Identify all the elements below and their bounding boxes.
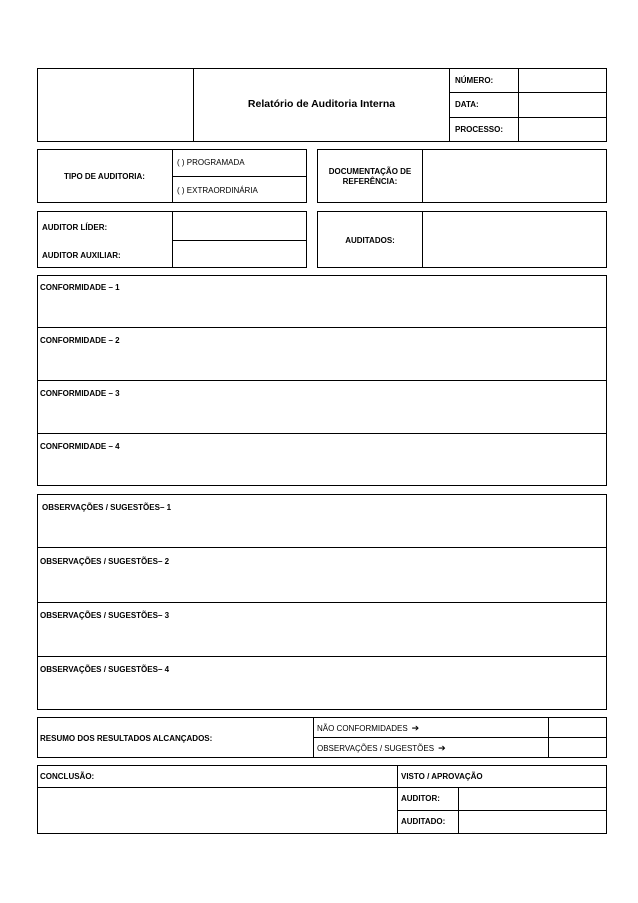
conformidade-line-3 bbox=[37, 433, 607, 434]
conclusao-divider bbox=[397, 765, 398, 834]
observacao-3-label: OBSERVAÇÕES / SUGESTÕES– 3 bbox=[40, 611, 170, 620]
observacao-2-label: OBSERVAÇÕES / SUGESTÕES– 2 bbox=[40, 557, 170, 566]
conclusao-label: CONCLUSÃO: bbox=[40, 772, 95, 781]
observacao-2-field[interactable] bbox=[38, 569, 606, 601]
nao-conformidades-text: NÃO CONFORMIDADES bbox=[317, 724, 408, 733]
documentacao-label-line2: REFERÊNCIA: bbox=[342, 177, 398, 186]
data-label: DATA: bbox=[455, 100, 479, 109]
observacao-line-2 bbox=[37, 602, 607, 603]
tipo-row-line bbox=[172, 176, 307, 177]
observacao-1-field[interactable] bbox=[38, 515, 606, 546]
page-title: Relatório de Auditoria Interna bbox=[247, 98, 396, 110]
conformidade-2-field[interactable] bbox=[38, 348, 606, 379]
conformidade-4-field[interactable] bbox=[38, 454, 606, 485]
auditor-auxiliar-field[interactable] bbox=[173, 241, 306, 267]
conformidade-1-label: CONFORMIDADE – 1 bbox=[40, 283, 120, 292]
auditor-lider-label: AUDITOR LÍDER: bbox=[42, 223, 108, 232]
auditor-auxiliar-label: AUDITOR AUXILIAR: bbox=[42, 251, 121, 260]
auditados-field[interactable] bbox=[423, 212, 606, 267]
auditor-assinatura-label: AUDITOR: bbox=[401, 794, 440, 803]
observacao-3-field[interactable] bbox=[38, 623, 606, 655]
numero-label: NÚMERO: bbox=[455, 76, 494, 85]
arrow-right-icon: ➔ bbox=[438, 743, 446, 753]
processo-label: PROCESSO: bbox=[455, 125, 504, 134]
tipo-auditoria-label: TIPO DE AUDITORIA: bbox=[64, 172, 145, 181]
auditado-assinatura-field[interactable] bbox=[459, 811, 606, 833]
observacao-line-3 bbox=[37, 656, 607, 657]
numero-field[interactable] bbox=[519, 69, 606, 92]
header-divider-labels bbox=[449, 68, 450, 142]
conformidade-2-label: CONFORMIDADE – 2 bbox=[40, 336, 120, 345]
conformidade-1-field[interactable] bbox=[38, 295, 606, 326]
documentacao-field[interactable] bbox=[423, 150, 606, 202]
observacao-4-label: OBSERVAÇÕES / SUGESTÕES– 4 bbox=[40, 665, 170, 674]
data-field[interactable] bbox=[519, 93, 606, 117]
observacao-1-label: OBSERVAÇÕES / SUGESTÕES– 1 bbox=[42, 503, 172, 512]
observacoes-sugestoes-count-field[interactable] bbox=[549, 738, 606, 757]
conformidade-line-2 bbox=[37, 380, 607, 381]
visto-aprovacao-label: VISTO / APROVAÇÃO bbox=[401, 772, 483, 781]
resumo-label: RESUMO DOS RESULTADOS ALCANÇADOS: bbox=[40, 734, 213, 743]
conformidade-3-field[interactable] bbox=[38, 401, 606, 432]
conformidade-3-label: CONFORMIDADE – 3 bbox=[40, 389, 120, 398]
auditor-lider-field[interactable] bbox=[173, 212, 306, 240]
conformidade-line-1 bbox=[37, 327, 607, 328]
observacoes-sugestoes-label bbox=[317, 743, 446, 754]
option-extraordinaria[interactable]: ( ) EXTRAORDINÁRIA bbox=[177, 186, 258, 195]
logo-area bbox=[38, 69, 192, 141]
arrow-right-icon: ➔ bbox=[411, 723, 420, 733]
conformidade-4-label: CONFORMIDADE – 4 bbox=[40, 442, 120, 451]
observacao-4-field[interactable] bbox=[38, 677, 606, 709]
auditados-label: AUDITADOS: bbox=[345, 236, 395, 245]
option-programada[interactable]: ( ) PROGRAMADA bbox=[177, 158, 245, 167]
conclusao-field[interactable] bbox=[38, 788, 396, 833]
nao-conformidades-count-field[interactable] bbox=[549, 718, 606, 737]
documentacao-label-line1: DOCUMENTAÇÃO DE bbox=[328, 167, 412, 176]
nao-conformidades-label bbox=[317, 723, 419, 734]
auditado-assinatura-label: AUDITADO: bbox=[401, 817, 446, 826]
observacao-line-1 bbox=[37, 547, 607, 548]
observacoes-sugestoes-text: OBSERVAÇÕES / SUGESTÕES bbox=[317, 744, 435, 753]
auditor-assinatura-field[interactable] bbox=[459, 788, 606, 810]
processo-field[interactable] bbox=[519, 118, 606, 141]
